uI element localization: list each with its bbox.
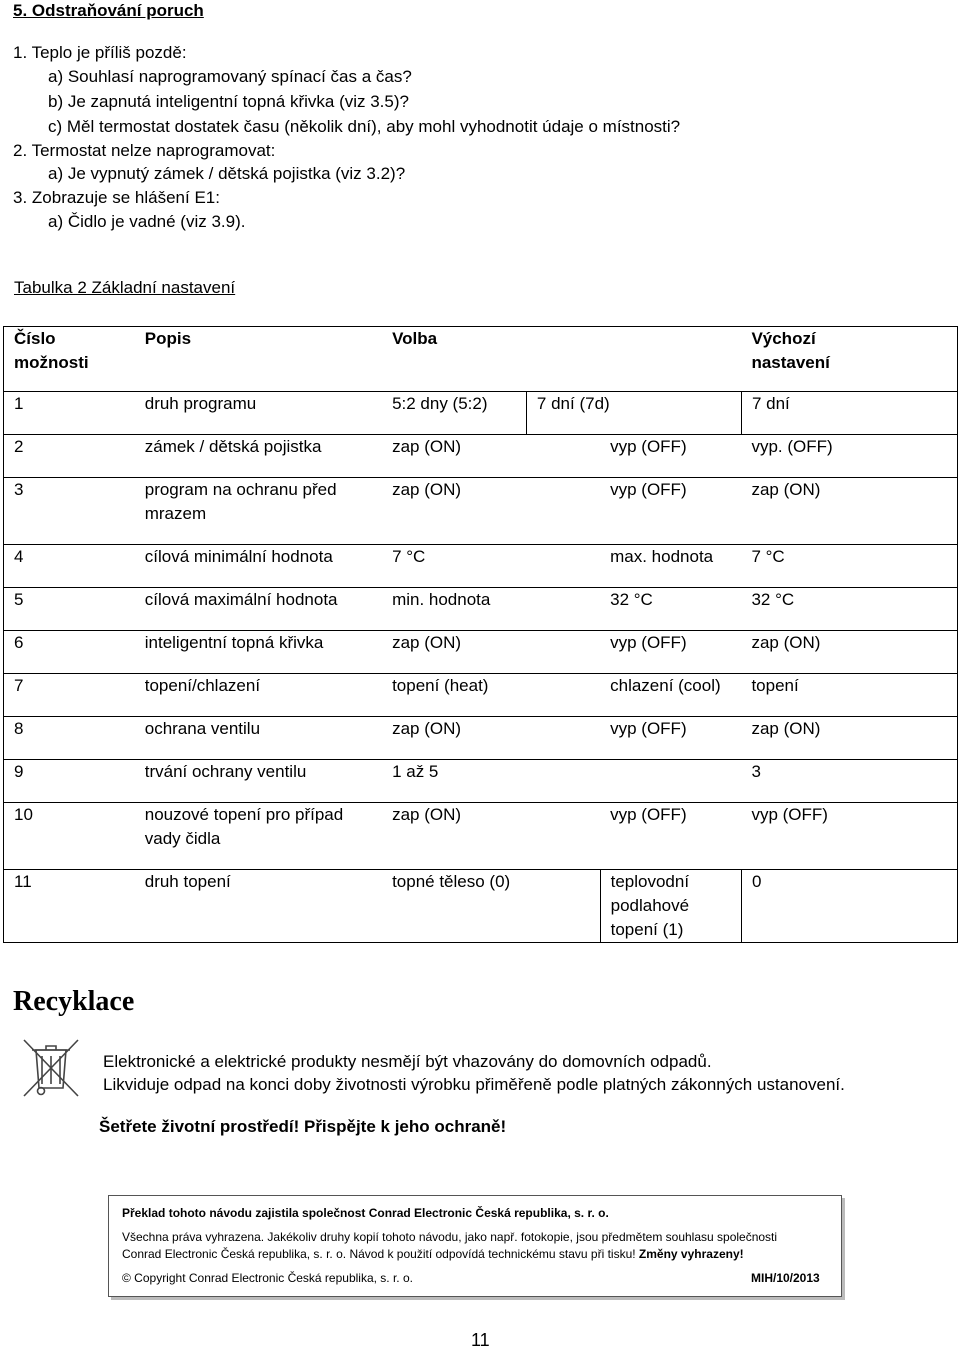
table-row (4, 588, 958, 631)
list-item: a) Souhlasí naprogramovaný spínací čas a čas? (48, 67, 412, 86)
cell-desc: inteligentní topná křivka (135, 631, 382, 674)
cell-choice: vyp (OFF) (600, 478, 741, 545)
cell-choice: zap (ON) (382, 478, 600, 545)
header-number-line: možnosti (14, 353, 89, 372)
translation-notice-box (108, 1195, 842, 1297)
cell-number: 5 (4, 588, 135, 631)
list-item: 3. Zobrazuje se hlášení E1: (13, 188, 220, 207)
cell-default: topení (741, 674, 957, 717)
cell-default: 7 dní (741, 392, 957, 435)
header-choice: Volba (382, 327, 741, 392)
cell-choice-line: teplovodní podlahové (610, 872, 690, 915)
list-item: 1. Teplo je příliš pozdě: (13, 43, 187, 62)
table-row (4, 803, 958, 870)
recycle-text: Likviduje odpad na konci doby životnosti výrobku přiměřeně podle platných zákonných ustanovení. (103, 1075, 845, 1094)
cell-default: 32 °C (741, 588, 957, 631)
cell-choice: zap (ON) (382, 435, 600, 478)
table-row (4, 870, 958, 943)
cell-number: 11 (4, 870, 135, 943)
cell-desc-line: mrazem (144, 504, 207, 523)
cell-default: zap (ON) (741, 717, 957, 760)
cell-desc: cílová maximální hodnota (135, 588, 382, 631)
cell-default: zap (ON) (741, 478, 957, 545)
cell-desc: trvání ochrany ventilu (135, 760, 382, 803)
list-item: 2. Termostat nelze naprogramovat: (13, 141, 276, 160)
cell-number: 6 (4, 631, 135, 674)
cell-number: 4 (4, 545, 135, 588)
cell-choice: vyp (OFF) (600, 631, 741, 674)
cell-choice: 5:2 dny (5:2) (382, 392, 526, 435)
cell-choice: zap (ON) (382, 631, 600, 674)
table-row (4, 717, 958, 760)
copyright: © Copyright Conrad Electronic Česká republika, s. r. o. (122, 1271, 413, 1285)
cell-desc-line: vady čidla (144, 829, 221, 848)
table-row (4, 760, 958, 803)
cell-choice: 1 až 5 (382, 760, 600, 803)
list-item: a) Je vypnutý zámek / dětská pojistka (viz 3.2)? (48, 164, 406, 183)
cell-default: vyp (OFF) (741, 803, 957, 870)
cell-desc: cílová minimální hodnota (135, 545, 382, 588)
settings-table (3, 326, 958, 943)
cell-choice: vyp (OFF) (600, 435, 741, 478)
cell-choice: min. hodnota (382, 588, 600, 631)
cell-choice: vyp (OFF) (600, 803, 741, 870)
cell-choice: 7 °C (382, 545, 600, 588)
table-row (4, 631, 958, 674)
header-desc: Popis (135, 327, 382, 392)
table-header-row (4, 327, 958, 392)
cell-desc-line: program na ochranu před (144, 480, 337, 499)
cell-default: 3 (741, 760, 957, 803)
header-number-line: Číslo (14, 329, 56, 348)
cell-choice: chlazení (cool) (600, 674, 741, 717)
page-number: 11 (471, 1330, 490, 1350)
table-row (4, 674, 958, 717)
cell-choice: topné těleso (0) (382, 870, 600, 943)
cell-number: 8 (4, 717, 135, 760)
cell-choice: vyp (OFF) (600, 717, 741, 760)
cell-default: vyp. (OFF) (741, 435, 957, 478)
cell-choice (600, 760, 741, 803)
table-row (4, 545, 958, 588)
cell-choice: 7 dní (7d) (526, 392, 741, 435)
notice-text-part: Conrad Electronic Česká republika, s. r. o. Návod k použití odpovídá technickému stavu při tisku! (122, 1247, 639, 1261)
cell-number: 2 (4, 435, 135, 478)
notice-text-emphasis: Změny vyhrazeny! (638, 1247, 744, 1261)
table-row (4, 435, 958, 478)
cell-desc: druh programu (135, 392, 382, 435)
table-row (4, 478, 958, 545)
cell-number: 7 (4, 674, 135, 717)
cell-choice: topení (heat) (382, 674, 600, 717)
header-default-line: Výchozí (751, 329, 816, 348)
cell-desc: topení/chlazení (135, 674, 382, 717)
list-item: a) Čidlo je vadné (viz 3.9). (48, 212, 246, 231)
cell-default: 7 °C (741, 545, 957, 588)
table-title: Tabulka 2 Základní nastavení (14, 278, 236, 297)
recycle-title: Recyklace (13, 986, 135, 1017)
header-default-line: nastavení (751, 353, 830, 372)
header-number (4, 327, 135, 392)
recycle-text: Elektronické a elektrické produkty nesmějí být vhazovány do domovních odpadů. (103, 1052, 712, 1071)
cell-choice: max. hodnota (600, 545, 741, 588)
notice-text: Všechna práva vyhrazena. Jakékoliv druhy kopií tohoto návodu, jako např. fotokopie, jsou předmětem souhlasu společnosti (122, 1230, 778, 1244)
header-default (741, 327, 957, 392)
document-code: MIH/10/2013 (751, 1271, 820, 1285)
cell-number: 1 (4, 392, 135, 435)
notice-text (122, 1246, 744, 1262)
environment-slogan: Šetřete životní prostředí! Přispějte k jeho ochraně! (99, 1117, 507, 1136)
cell-desc: druh topení (135, 870, 382, 943)
crossed-out-wheelie-bin-icon (20, 1036, 82, 1100)
cell-desc: zámek / dětská pojistka (135, 435, 382, 478)
cell-number: 3 (4, 478, 135, 545)
cell-desc (135, 803, 382, 870)
cell-desc: ochrana ventilu (135, 717, 382, 760)
cell-desc (135, 478, 382, 545)
cell-choice: zap (ON) (382, 717, 600, 760)
section-title: 5. Odstraňování poruch (13, 1, 204, 20)
cell-default: 0 (741, 870, 957, 943)
cell-number: 9 (4, 760, 135, 803)
cell-choice-line: topení (1) (610, 920, 684, 939)
list-item: b) Je zapnutá inteligentní topná křivka (viz 3.5)? (48, 92, 409, 111)
cell-desc-line: nouzové topení pro případ (144, 805, 344, 824)
cell-default: zap (ON) (741, 631, 957, 674)
cell-number: 10 (4, 803, 135, 870)
list-item: c) Měl termostat dostatek času (několik dní), aby mohl vyhodnotit údaje o místnosti? (48, 117, 681, 136)
cell-choice (600, 870, 741, 943)
table-row (4, 392, 958, 435)
cell-choice: zap (ON) (382, 803, 600, 870)
notice-heading: Překlad tohoto návodu zajistila společnost Conrad Electronic Česká republika, s. r. o. (122, 1206, 609, 1220)
cell-choice: 32 °C (600, 588, 741, 631)
